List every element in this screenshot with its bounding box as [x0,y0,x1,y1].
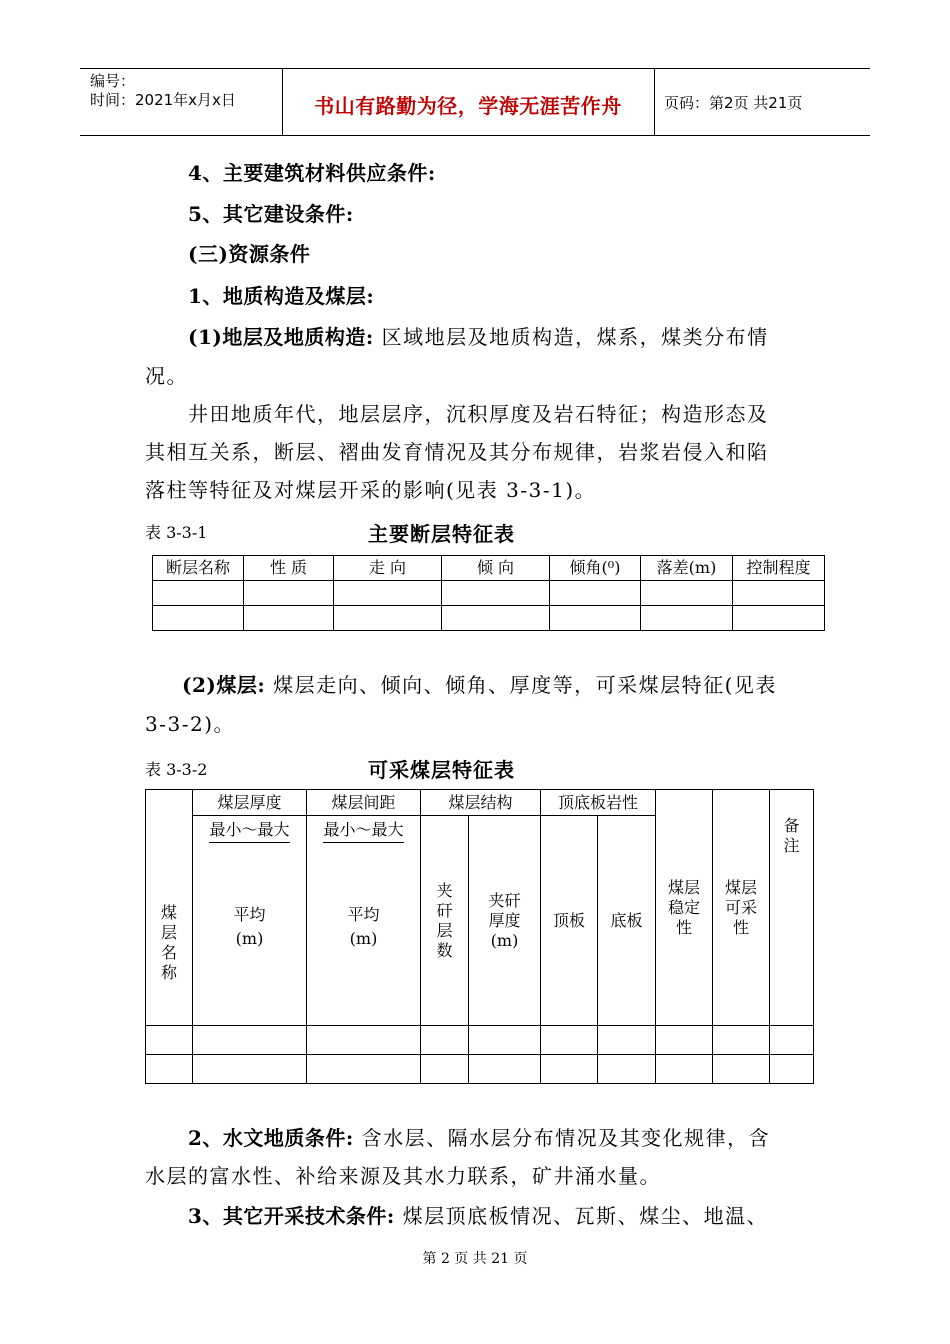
table-cell [334,581,442,606]
seam-thickness-header: 煤层厚度 [193,790,307,816]
table-cell [193,1026,307,1055]
table-cell [713,1026,770,1055]
table-cell [421,1055,469,1084]
thickness-min-max: 最小～最大 [209,820,289,843]
table-cell [733,606,825,631]
table-row [153,581,825,606]
thickness-average: 平均 (m) [233,905,266,948]
paragraph-strata [188,325,769,349]
table1-caption-title: 主要断层特征表 [368,522,515,546]
seam-stability-header [656,790,713,1026]
table-cell [334,606,442,631]
table-cell [641,606,733,631]
header-number-label: 编号： [90,72,136,90]
table-cell [153,606,244,631]
fault-header-dip-direction: 倾 向 [442,556,550,581]
paragraph-strata-cont: 况。 [145,364,188,388]
thickness-subheader [193,816,307,1026]
parting-layers-text: 夹 矸 层 数 [436,880,453,960]
seam-spacing-header: 煤层间距 [307,790,421,816]
paragraph-coal-seam-lead: (2)煤层: [182,673,266,697]
table-row [153,606,825,631]
fault-header-name: 断层名称 [153,556,244,581]
coal-seam-table [145,789,814,1084]
table-cell [442,606,550,631]
seam-name-header-text: 煤 层 名 称 [160,902,177,982]
parting-layers-header [421,816,469,1026]
page-footer: 第 2 页 共 21 页 [422,1251,528,1267]
paragraph-strata-text: 区域地层及地质构造，煤系，煤类分布情 [381,325,769,349]
header-date: 时间：2021年x月x日 [90,91,236,109]
table-cell [193,1055,307,1084]
table-cell [146,1026,193,1055]
fault-header-dip-angle: 倾角(⁰) [550,556,641,581]
header-page-info: 页码：第2页 共21页 [664,94,803,112]
table-cell [307,1026,421,1055]
paragraph-field-line3: 落柱等特征及对煤层开采的影响(见表 3-3-1)。 [145,478,597,502]
seam-stability-text: 煤层 稳定 性 [668,877,701,937]
parting-thickness-text: 夹矸 厚度 (m) [488,890,521,950]
table-cell [244,581,334,606]
table-cell [153,581,244,606]
paragraph-hydrogeology-lead: 2、水文地质条件: [188,1126,354,1150]
table-cell [550,606,641,631]
heading-resource-conditions: (三)资源条件 [188,242,311,266]
table-cell [469,1026,541,1055]
paragraph-strata-lead: (1)地层及地质构造: [188,325,374,349]
paragraph-mining-conditions-lead: 3、其它开采技术条件: [188,1204,395,1228]
header-top-rule [80,68,870,69]
floor-header: 底板 [598,816,656,1026]
paragraph-coal-seam-text: 煤层走向、倾向、倾角、厚度等，可采煤层特征(见表 [273,673,777,697]
table-cell [421,1026,469,1055]
table-cell [442,581,550,606]
table-cell [469,1055,541,1084]
fault-header-throw: 落差(m) [641,556,733,581]
parting-thickness-header [469,816,541,1026]
seam-minability-header [713,790,770,1026]
table-row [146,1055,814,1084]
table-cell [656,1055,713,1084]
table2-caption-title: 可采煤层特征表 [368,758,515,782]
roof-floor-lithology-header: 顶底板岩性 [541,790,656,816]
table-cell [146,1055,193,1084]
paragraph-hydrogeology-text: 含水层、隔水层分布情况及其变化规律，含 [361,1126,771,1150]
paragraph-mining-conditions-text: 煤层顶底板情况、瓦斯、煤尘、地温、 [402,1204,769,1228]
header-motto: 书山有路勤为径，学海无涯苦作舟 [314,94,622,118]
table-cell [541,1055,598,1084]
fault-header-nature: 性 质 [244,556,334,581]
remarks-text: 备 注 [783,816,800,855]
seam-structure-header: 煤层结构 [421,790,541,816]
paragraph-field-line2: 其相互关系，断层、褶曲发育情况及其分布规律，岩浆岩侵入和陷 [145,440,769,464]
fault-header-strike: 走 向 [334,556,442,581]
roof-header: 顶板 [541,816,598,1026]
remarks-header [770,790,814,1026]
table-cell [550,581,641,606]
table-cell [770,1055,814,1084]
paragraph-hydrogeology-cont: 水层的富水性、补给来源及其水力联系，矿井涌水量。 [145,1164,661,1188]
fault-header-control: 控制程度 [733,556,825,581]
heading-geology: 1、地质构造及煤层: [188,284,375,308]
table-cell [598,1055,656,1084]
table-row [146,1026,814,1055]
table-cell [713,1055,770,1084]
paragraph-field-line1: 井田地质年代，地层层序，沉积厚度及岩石特征；构造形态及 [188,402,769,426]
header-bottom-rule [80,135,870,136]
paragraph-coal-seam [182,673,777,697]
table-cell [244,606,334,631]
table2-caption-number: 表 3-3-2 [145,760,208,779]
heading-building-materials: 4、主要建筑材料供应条件: [188,161,436,185]
table-cell [641,581,733,606]
fault-table [152,555,825,631]
seam-name-header [146,790,193,1026]
spacing-min-max: 最小～最大 [323,820,403,843]
paragraph-hydrogeology [188,1126,770,1150]
paragraph-coal-seam-cont: 3-3-2)。 [145,712,235,736]
spacing-average: 平均 (m) [347,905,380,948]
seam-minability-text: 煤层 可采 性 [725,877,758,937]
table-cell [541,1026,598,1055]
table-cell [598,1026,656,1055]
spacing-subheader [307,816,421,1026]
paragraph-mining-conditions [188,1204,768,1228]
heading-other-conditions: 5、其它建设条件: [188,202,354,226]
table-cell [307,1055,421,1084]
table-cell [770,1026,814,1055]
table-cell [656,1026,713,1055]
table-cell [733,581,825,606]
table1-caption-number: 表 3-3-1 [145,523,208,542]
header-divider [654,68,655,135]
